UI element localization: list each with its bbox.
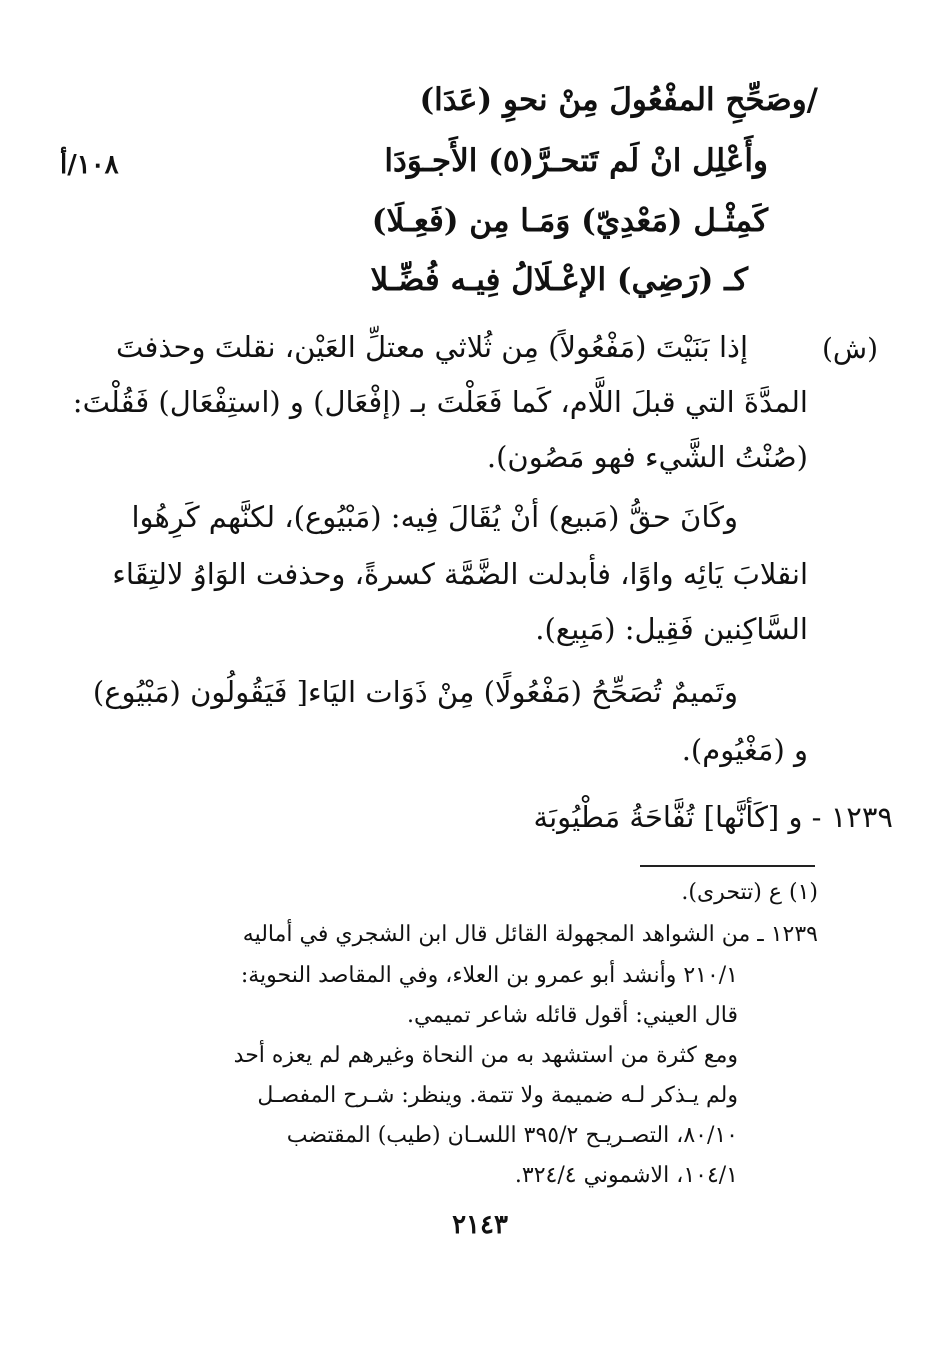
quote-line: ١٢٣٩ - و [كَأنَّها] تُفَّاحَةُ مَطْيُوبَة (533, 800, 893, 834)
folio-margin-note: ١٠٨/أ (60, 150, 119, 180)
verse-line-2: وأَعْلِل انْ لَم تَتحـرَّ(٥) الأَجـوَدَا (384, 143, 768, 179)
footnote-2-line-7: ١٠٤/١، الاشموني ٣٢٤/٤. (514, 1163, 738, 1188)
verse-line-4: كـ (رَضِي) الإعْـلَالُ فِيـه فُضِّـلا (370, 262, 748, 298)
footnote-2-line-4: ومع كثرة من استشهد به من النحاة وغيرهم لم يعزه أحد (233, 1043, 738, 1068)
paragraph-1-line-3: (صُنْتُ الشَّيء فهو مَصُون). (486, 440, 808, 474)
paragraph-1-line-2: المدَّةَ التي قبلَ اللَّام، كَما فَعَلْتَ بـ (إفْعَال) و (استِفْعَال) فَقُلْتَ: (72, 385, 808, 419)
sharh-marker: (ش) (821, 332, 878, 365)
footnote-2-line-3: قال العيني: أقول قائله شاعر تميمي. (407, 1003, 738, 1028)
paragraph-2-line-3: السَّاكِنين فَقِيل: (مَبِيع). (535, 612, 808, 646)
verse-line-1: /وصَحِّحِ المفْعُولَ مِنْ نحوِ (عَدَا) (419, 82, 818, 118)
paragraph-2-line-2: انقلابَ يَائِه واوًا، فأبدلت الضَّمَّة كسرةً، وحذفت الوَاوُ لالتِقَاء (112, 557, 808, 591)
paragraph-3-line-2: و (مَغْيُوم). (681, 733, 808, 767)
footnote-divider (640, 865, 815, 867)
footnote-2-line-1: ١٢٣٩ ـ من الشواهد المجهولة القائل قال ابن الشجري في أماليه (242, 922, 818, 947)
footnote-2-line-5: ولم يـذكر لـه ضميمة ولا تتمة. وينظر: شـرح المفصـل (257, 1083, 738, 1108)
footnote-2-line-2: ٢١٠/١ وأنشد أبو عمرو بن العلاء، وفي المقاصد النحوية: (240, 963, 738, 988)
paragraph-3-line-1: وتَميمٌ تُصَحِّحُ (مَفْعُولًا) مِنْ ذَوَات اليَاء[ فَيَقُولُون (مَبْيُوع) (92, 675, 738, 709)
footnote-1: (١) ع (تتحرى). (681, 880, 818, 905)
verse-line-3: كَمِثْـل (مَعْدِيّ) وَمَـا مِن (فَعِـلَا) (371, 203, 768, 239)
page-number: ٢١٤٣ (452, 1210, 508, 1240)
footnote-2-line-6: ٨٠/١٠، التصـريـح ٣٩٥/٢ اللسـان (طيب) المقتضب (286, 1123, 738, 1148)
paragraph-1-line-1: إذا بَنَيْتَ (مَفْعُولاً) مِن ثُلاثي معتلِّ العَيْن، نقلتَ وحذفتَ (115, 330, 748, 364)
paragraph-2-line-1: وكَانَ حقُّ (مَبيع) أنْ يُقَالَ فِيه: (مَبْيُوع)، لكنَّهم كَرِهُوا (131, 500, 738, 534)
